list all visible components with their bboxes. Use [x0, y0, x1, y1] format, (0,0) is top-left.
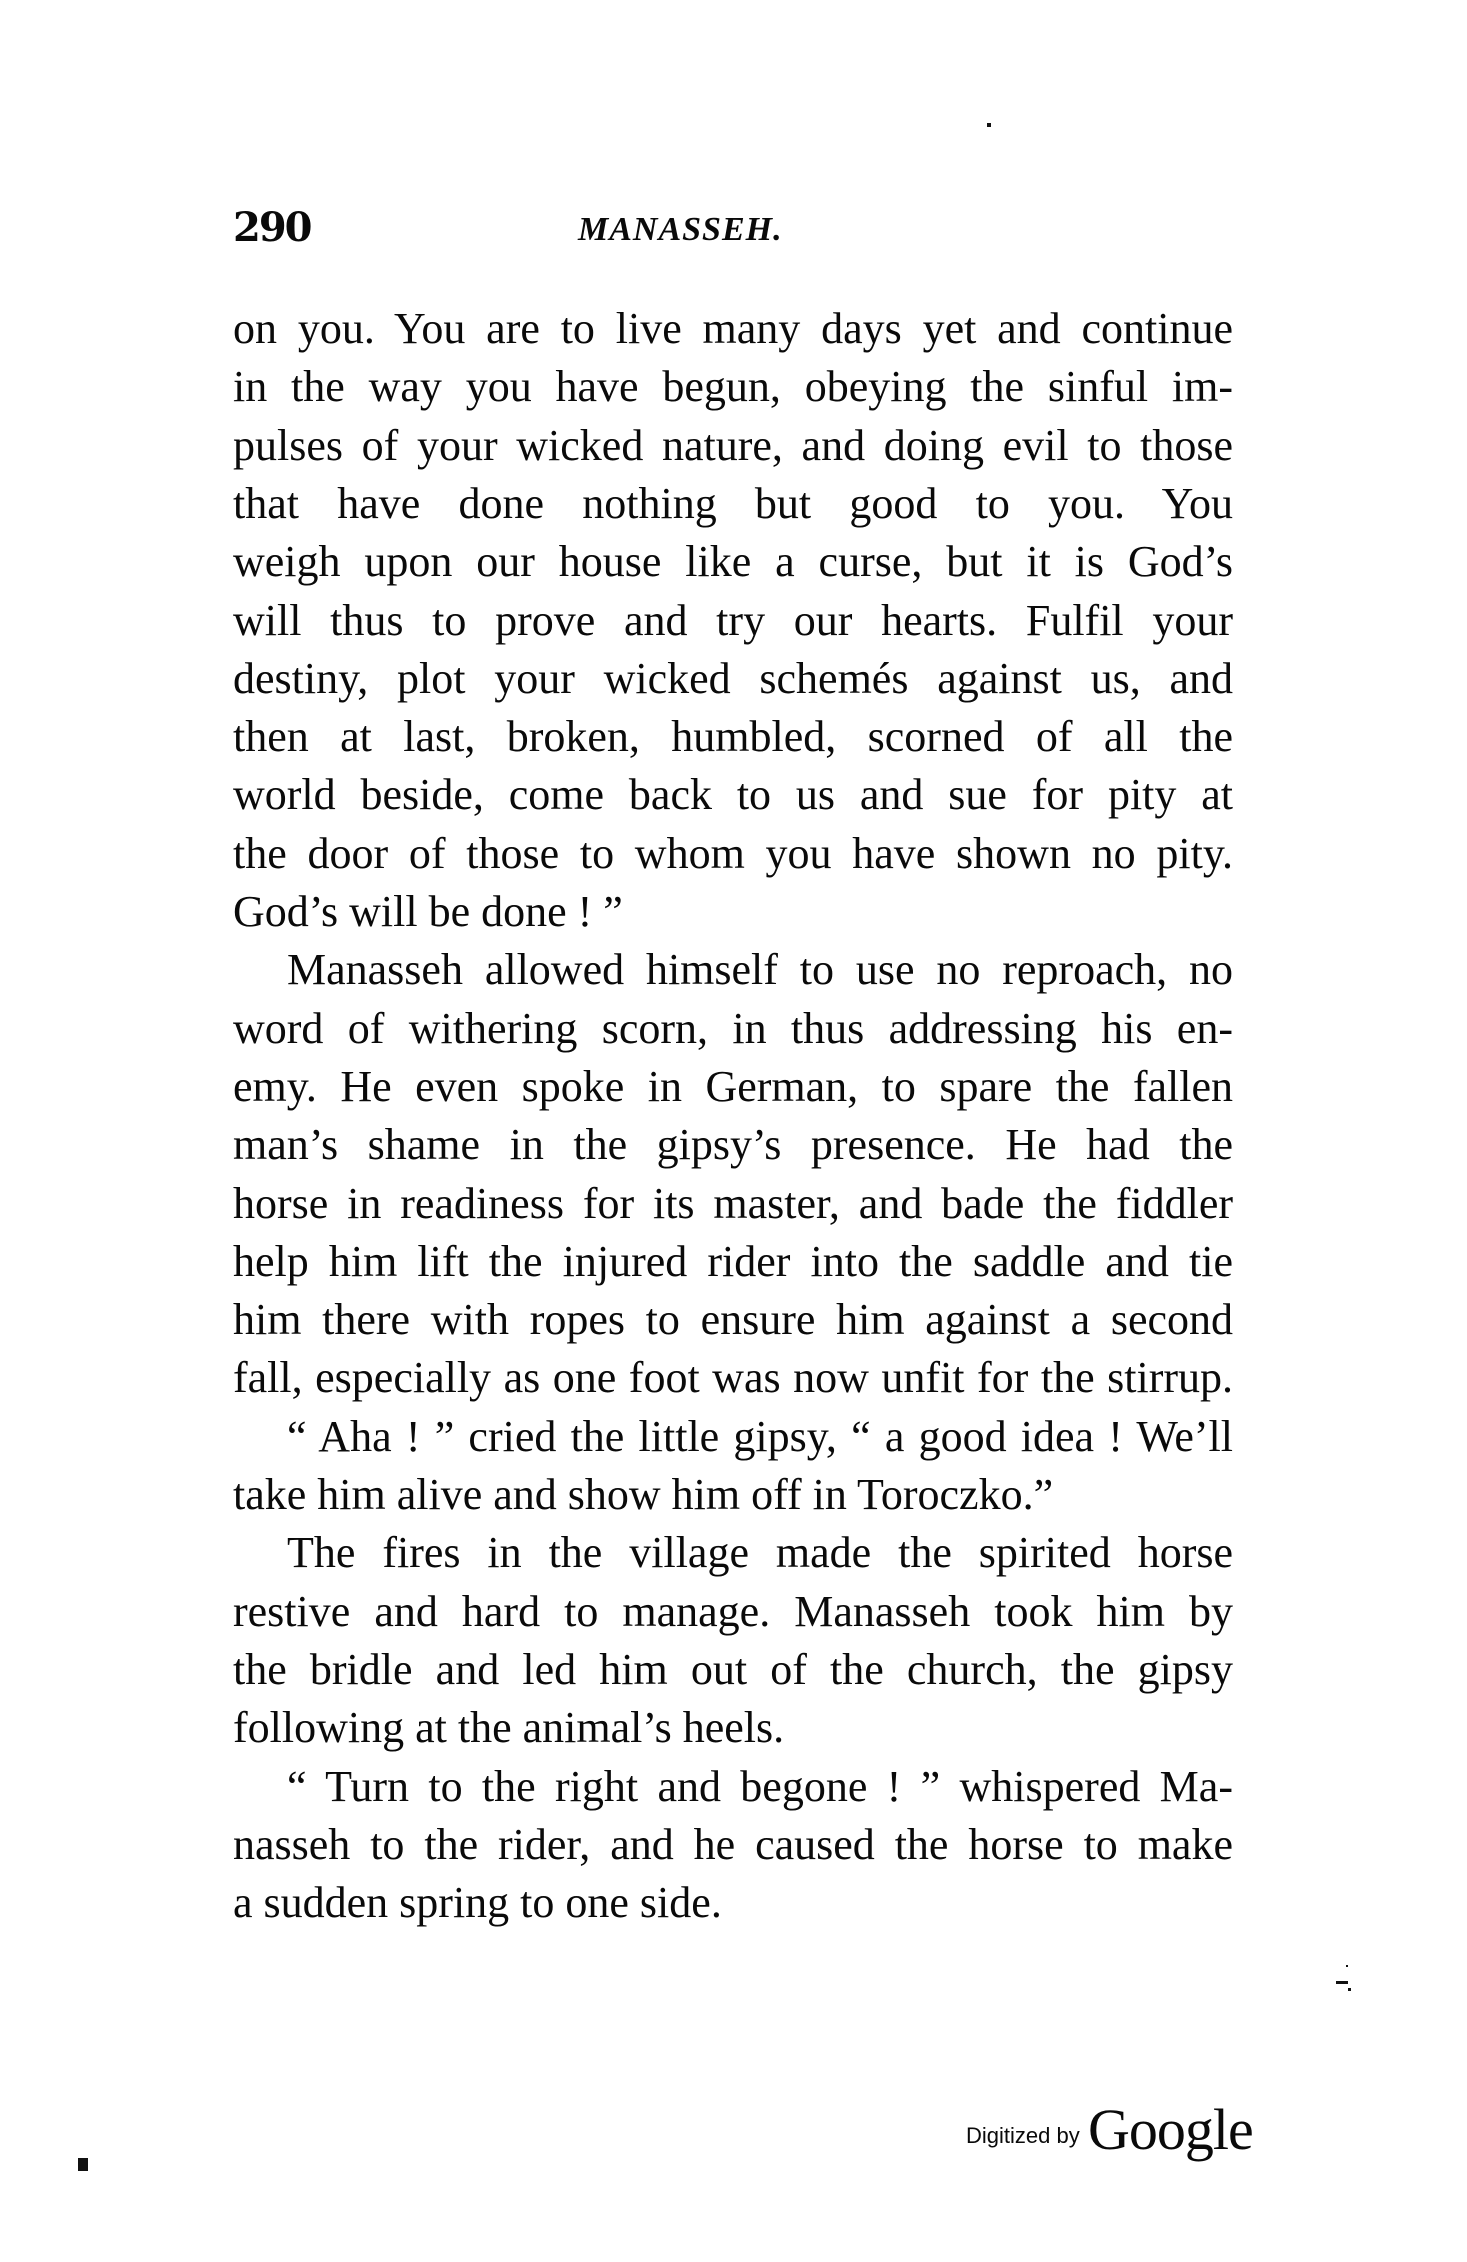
text-line: then at last, broken, humbled, scorned of all the [233, 712, 1233, 762]
text-line: fall, especially as one foot was now unfit for the stirrup. [233, 1353, 1233, 1403]
text-line: will thus to prove and try our hearts. Fulfil your [233, 595, 1233, 645]
text-line: the bridle and led him out of the church, the gipsy [233, 1644, 1233, 1694]
text-line: The fires in the village made the spirited horse [287, 1528, 1233, 1578]
text-line: in the way you have begun, obeying the sinful im- [233, 362, 1233, 412]
text-line: weigh upon our house like a curse, but it is God’s [233, 537, 1233, 587]
page-number: 290 [233, 204, 311, 251]
text-line: the door of those to whom you have shown no pity. [233, 828, 1233, 878]
text-line: a sudden spring to one side. [233, 1878, 722, 1928]
text-line: take him alive and show him off in Toroczko.” [233, 1470, 1054, 1519]
text-line: man’s shame in the gipsy’s presence. He had the [233, 1120, 1233, 1170]
running-head [233, 206, 1233, 256]
text-line: pulses of your wicked nature, and doing evil to those [233, 420, 1233, 470]
text-line: Manasseh allowed himself to use no reproach, no [287, 945, 1233, 995]
text-line: horse in readiness for its master, and bade the fiddler [233, 1178, 1233, 1228]
text-line: on you. You are to live many days yet and continue [233, 304, 1233, 353]
text-line: world beside, come back to us and sue for pity at [233, 770, 1233, 820]
google-logo: Google [1088, 2097, 1253, 2162]
text-line: that have done nothing but good to you. You [233, 478, 1233, 528]
text-line: “ Turn to the right and begone ! ” whispered Ma- [287, 1761, 1233, 1811]
text-line: God’s will be done ! ” [233, 887, 623, 936]
scan-speck [78, 2158, 88, 2171]
text-line: restive and hard to manage. Manasseh took him by [233, 1586, 1233, 1636]
running-title: MANASSEH. [578, 211, 783, 248]
text-line: nasseh to the rider, and he caused the horse to make [233, 1819, 1233, 1869]
scan-speck [1346, 1965, 1348, 1967]
scan-speck [987, 123, 991, 127]
text-line: “ Aha ! ” cried the little gipsy, “ a good idea ! We’ll [287, 1411, 1233, 1461]
text-line: following at the animal’s heels. [233, 1703, 785, 1753]
scan-speck [1348, 1988, 1351, 1991]
text-line: destiny, plot your wicked schemés against us, and [233, 653, 1233, 703]
text-line: word of withering scorn, in thus addressing his en- [233, 1003, 1233, 1053]
digitized-label: Digitized by [966, 2123, 1080, 2148]
text-line: him there with ropes to ensure him against a second [233, 1295, 1233, 1345]
digitized-by-google-watermark [966, 2097, 1286, 2162]
text-line: help him lift the injured rider into the saddle and tie [233, 1236, 1233, 1286]
text-line: emy. He even spoke in German, to spare the fallen [233, 1061, 1233, 1111]
scan-speck [1336, 1981, 1348, 1984]
